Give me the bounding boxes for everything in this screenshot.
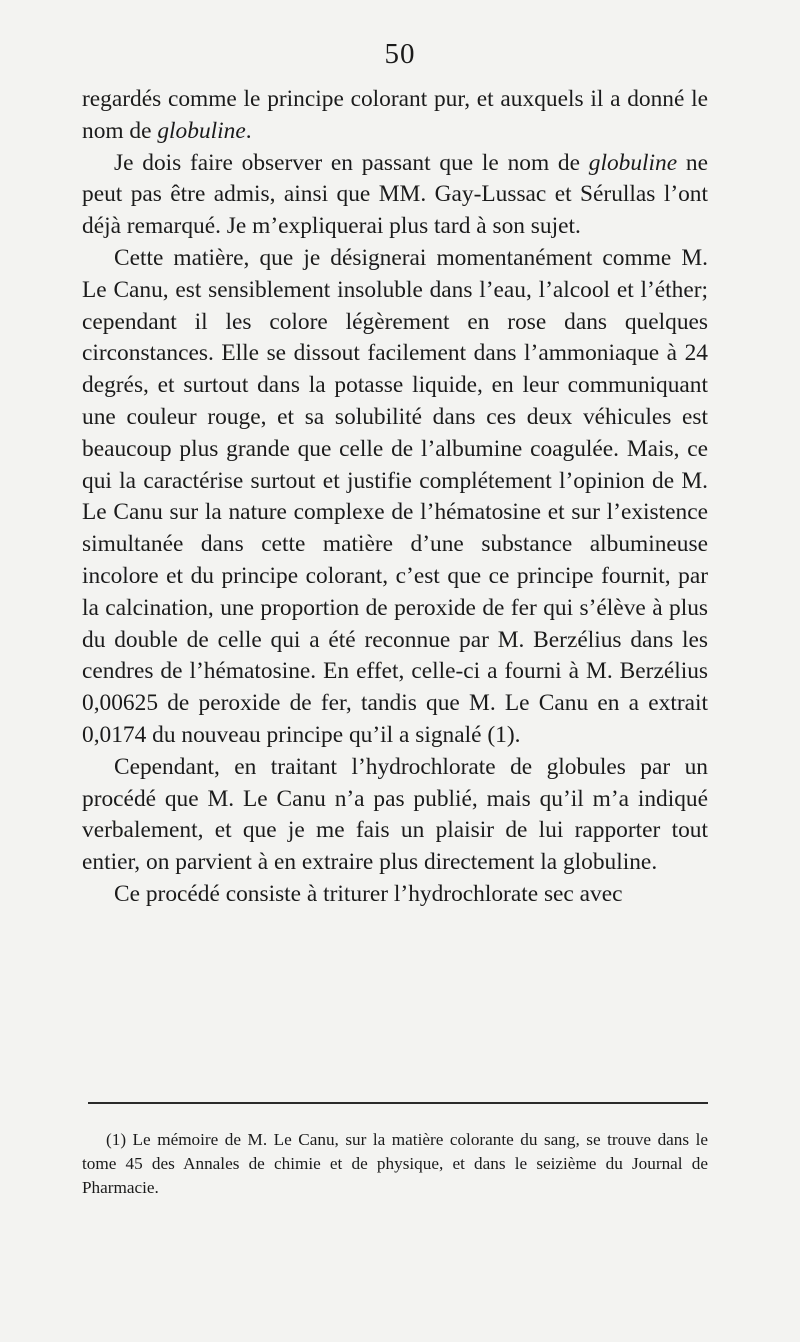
paragraph-2-text-end: ne peut pas être admis, ainsi que MM. Gay-Lussac et Sérullas l’ont déjà remarqué. Je m’expliquerai plus tard à son sujet. — [82, 149, 708, 240]
paragraph-4 — [82, 752, 708, 879]
page-number: 50 — [384, 38, 416, 70]
paragraph-1 — [82, 84, 708, 148]
paragraph-5-text: Ce procédé consiste à triturer l’hydrochlorate sec avec — [114, 880, 623, 907]
footnote: (1) Le mémoire de M. Le Canu, sur la matière colorante du sang, se trouve dans le tome 45 des Annales de chimie et de physique, et dans le seizième du Journal de Pharmacie. — [82, 1130, 708, 1197]
paragraph-3-text: Cette matière, que je désignerai momentanément comme M. Le Canu, est sensiblement insoluble dans l’eau, l’alcool et l’éther; cependant il les colore légèrement en rose dans quelques circonstances. Elle se dissout facilement dans l’ammoniaque à 24 degrés, et surtout dans la potasse liquide, en leur communiquant une couleur rouge, et sa solubilité dans ces deux véhicules est beaucoup plus grande que celle de l’albumine coagulée. Mais, ce qui la caractérise surtout et justifie complétement l’opinion de M. Le Canu sur la nature complexe de l’hématosine et sur l’existence simultanée dans cette matière d’une substance albumineuse incolore et du principe colorant, c’est que ce principe fournit, par la calcination, une proportion de peroxide de fer qui s’élève à plus du double de celle qui a été reconnue par M. Berzélius dans les cendres de l’hématosine. En effet, celle-ci a fourni à M. Berzélius 0,00625 de peroxide de fer, tandis que M. Le Canu en a extrait 0,0174 du nouveau principe qu’il a signalé (1). — [82, 244, 708, 748]
paragraph-3 — [82, 243, 708, 752]
paragraph-4-text: Cependant, en traitant l’hydrochlorate de globules par un procédé que M. Le Canu n’a pas publié, mais qu’il m’a indiqué verbalement, et que je me fais un plaisir de lui rapporter tout entier, on parvient à en extraire plus directement la globuline. — [82, 753, 708, 876]
paragraph-5 — [82, 879, 708, 911]
paragraph-1-italic: globuline — [157, 117, 246, 144]
footnote-divider — [88, 1102, 708, 1104]
paragraph-2 — [82, 148, 708, 243]
paragraph-1-text-end: . — [245, 117, 252, 144]
paragraph-2-text: Je dois faire observer en passant que le nom de — [114, 149, 589, 176]
paragraph-2-italic: globuline — [588, 149, 678, 176]
paragraph-1-text: regardés comme le principe colorant pur, et auxquels il a donné le nom de — [82, 86, 708, 144]
body-text — [82, 84, 708, 911]
